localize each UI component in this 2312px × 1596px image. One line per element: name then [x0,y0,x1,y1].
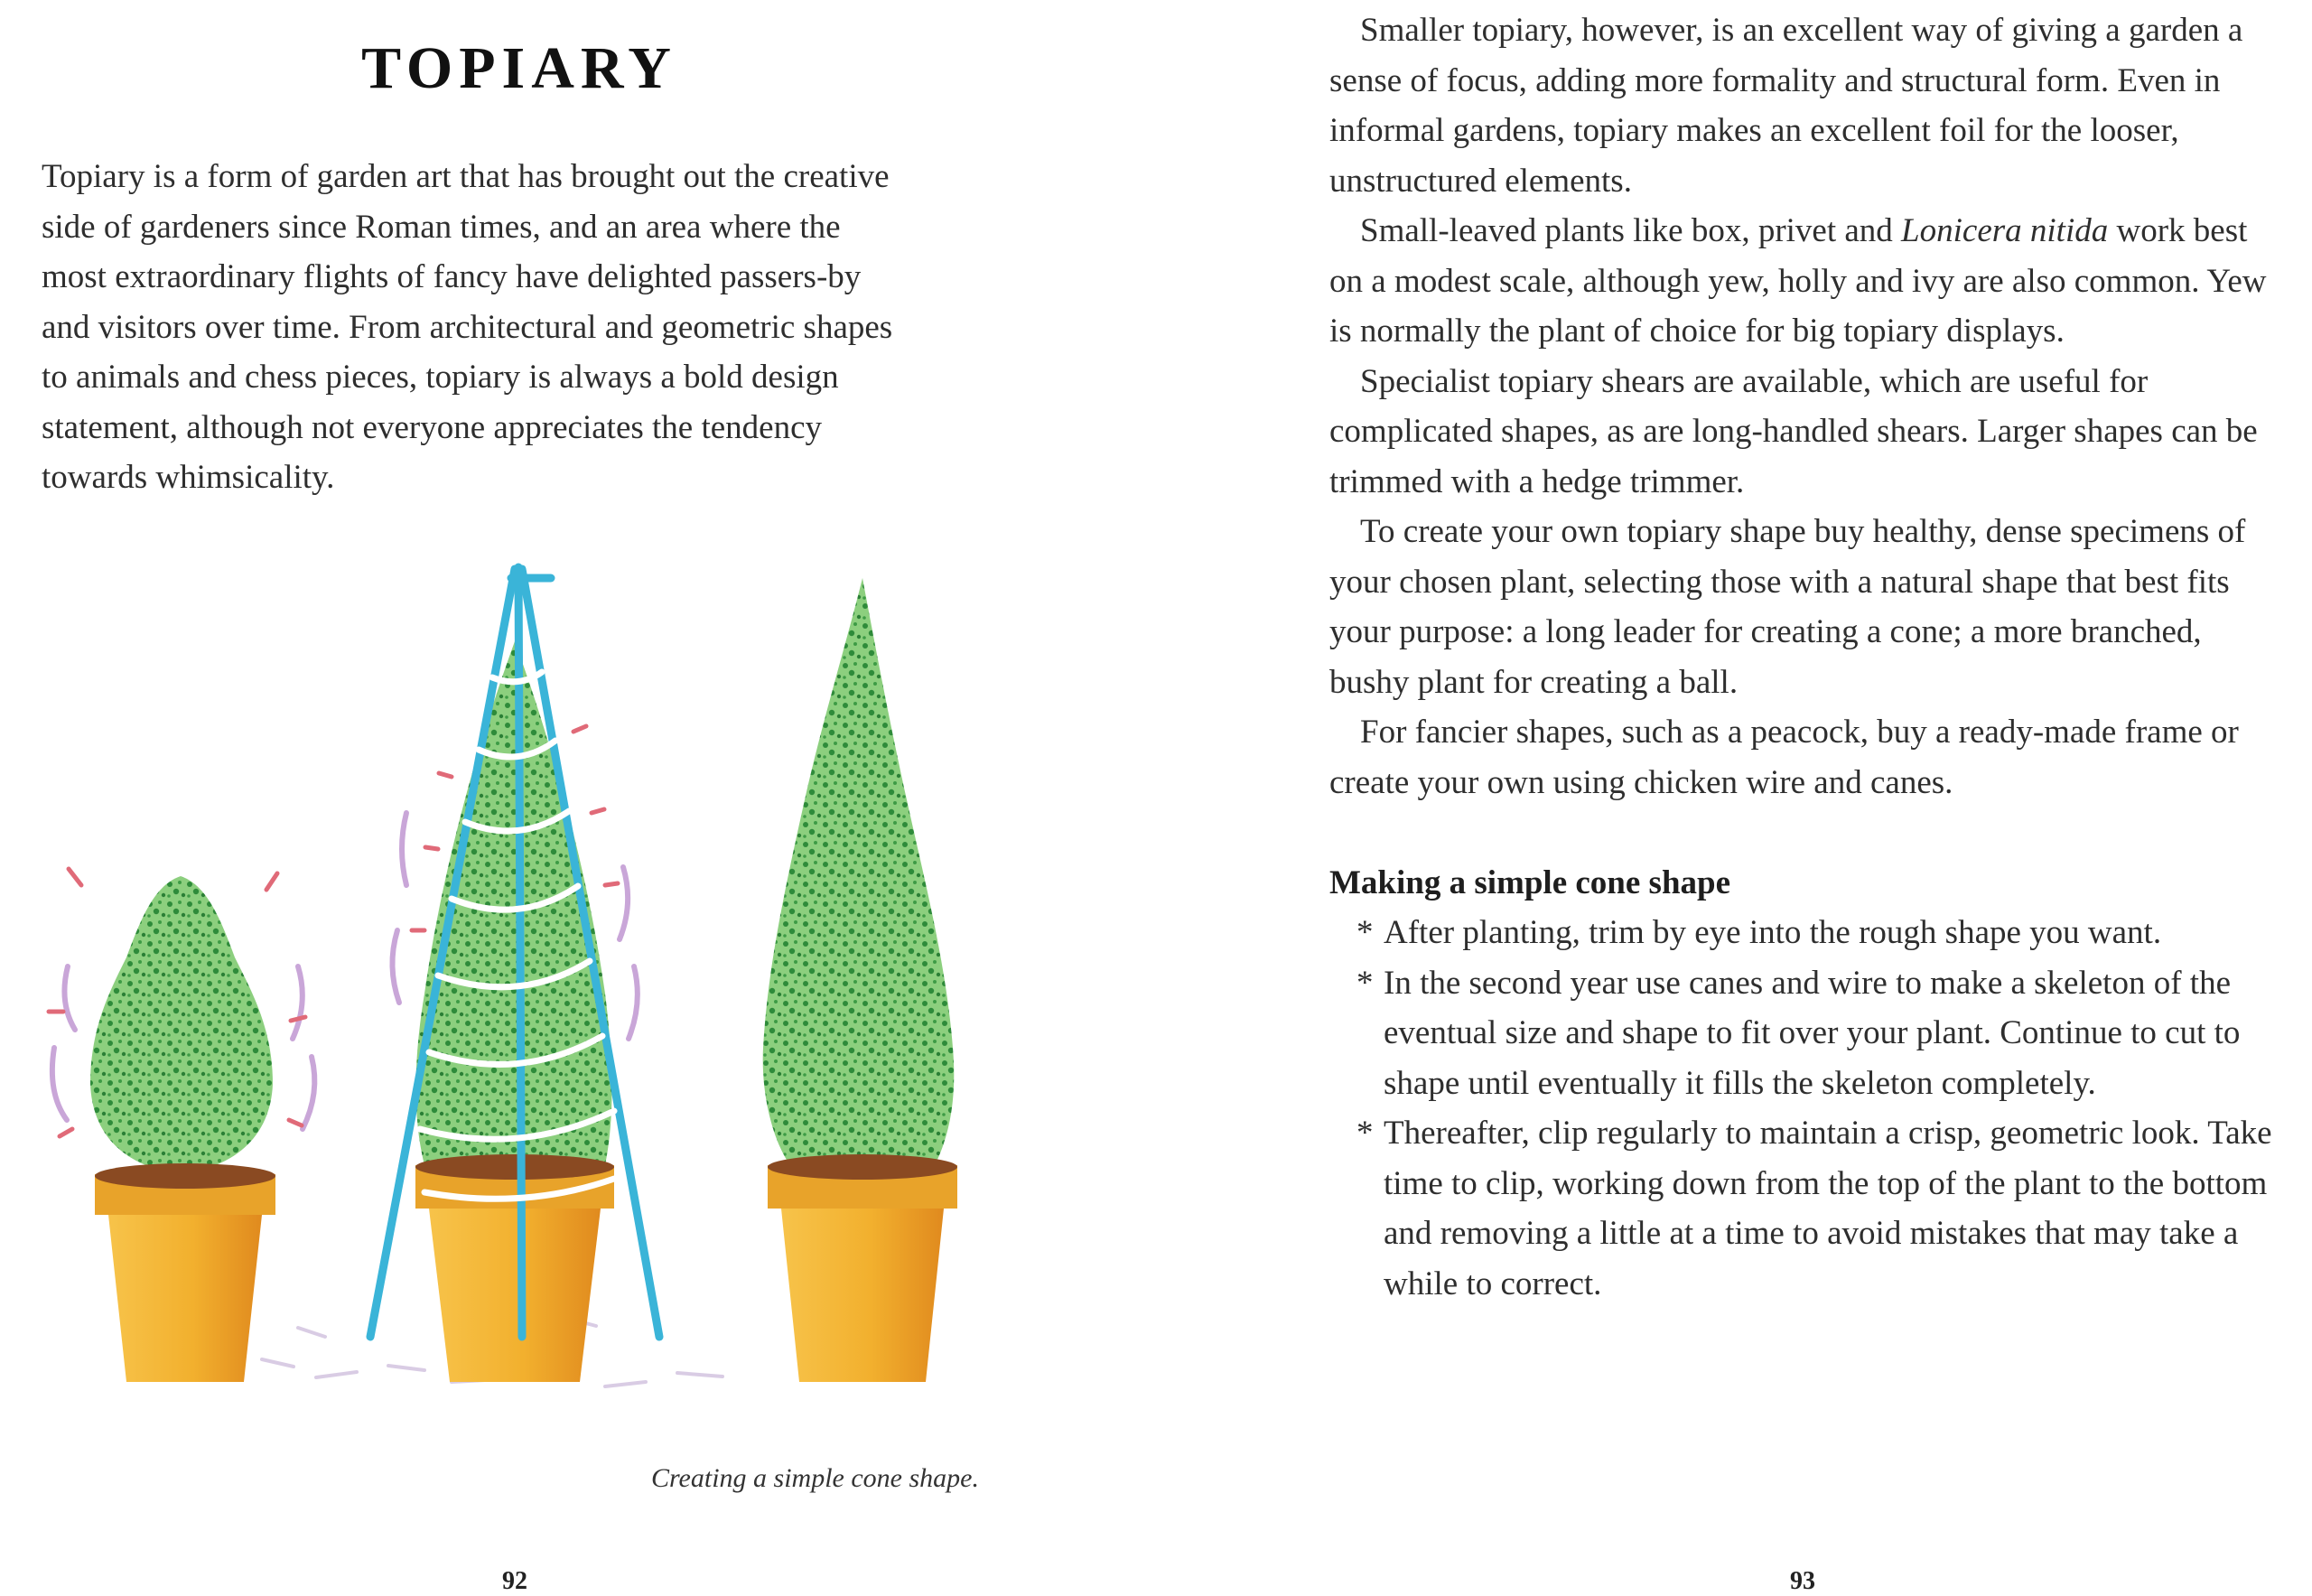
body-paragraph [1329,5,2287,206]
intro-line: and visitors over time. From architectural and geometric shapes [42,308,893,346]
intro-line: most extraordinary flights of fancy have delighted passers-by [42,258,862,295]
bullet-star-icon: * [1356,964,1374,1002]
left-page [0,0,1156,1595]
topiary-illustration [27,542,1002,1427]
paragraph-text: Specialist topiary shears are available, which are useful for complicated shapes, as are long-handled shears. Larger shapes can be trimmed with a hedge trimmer. [1329,362,2258,500]
pot-icon [768,1154,957,1382]
page-number: 93 [1790,1567,1815,1595]
bullet-star-icon: * [1356,1115,1374,1152]
paragraph-text: To create your own topiary shape buy healthy, dense specimens of your chosen plant, selecting those with a natural shape that best fits your purpose: a long leader for creating a cone; a more branched, bushy plant for creating a ball. [1329,513,2246,701]
botanical-name: Lonicera nitida [1901,212,2109,249]
finished-cone [763,578,957,1382]
bushy-topiary [49,869,314,1382]
page-number: 92 [502,1567,527,1595]
leaf-icon [90,876,273,1174]
pot-icon [95,1163,275,1382]
paragraph-text: work best on a modest scale, although yew, holly and ivy are also common. Yew is normally the plant of choice for big topiary displays. [1329,212,2267,350]
section-subheading: Making a simple cone shape [1329,863,1731,901]
step-text: Thereafter, clip regularly to maintain a crisp, geometric look. Take time to clip, working down from the top of the plant to the bottom and removing a little at a time to avoid mistakes that may take a while to correct. [1384,1115,2272,1302]
intro-line: side of gardeners since Roman times, and an area where the [42,208,841,246]
intro-line: statement, although not everyone appreciates the tendency [42,408,823,446]
body-paragraph [1329,707,2287,807]
list-item [1356,1108,2287,1309]
page-title: TOPIARY [361,35,677,101]
figure-caption: Creating a simple cone shape. [650,1463,979,1493]
body-paragraph [1329,357,2287,508]
intro-paragraph [42,152,981,503]
list-item [1356,958,2287,1109]
step-text: After planting, trim by eye into the rough shape you want. [1384,914,2162,951]
steps-list [1329,908,2287,1309]
body-paragraph [1329,507,2287,707]
step-text: In the second year use canes and wire to make a skeleton of the eventual size and shape to fit over your plant. Continue to cut to shape until eventually it fills the skeleton completely. [1384,964,2241,1102]
intro-line: towards whimsicality. [42,459,335,496]
paragraph-text: For fancier shapes, such as a peacock, buy a ready-made frame or create your own using chicken wire and canes. [1329,714,2239,801]
right-page-body [1329,5,2287,1309]
leaf-icon [763,578,955,1165]
intro-line: to animals and chess pieces, topiary is always a bold design [42,359,839,396]
body-paragraph [1329,206,2287,357]
paragraph-text: Small-leaved plants like box, privet and [1360,212,1902,249]
intro-line: Topiary is a form of garden art that has brought out the creative [42,158,890,195]
list-item [1356,908,2287,958]
bullet-star-icon: * [1356,914,1374,951]
cone-with-frame [370,567,659,1382]
paragraph-text: Smaller topiary, however, is an excellent way of giving a garden a sense of focus, adding more formality and structural form. Even in informal gardens, topiary makes an excellent foil for the looser, unstructured elements. [1329,12,2243,200]
